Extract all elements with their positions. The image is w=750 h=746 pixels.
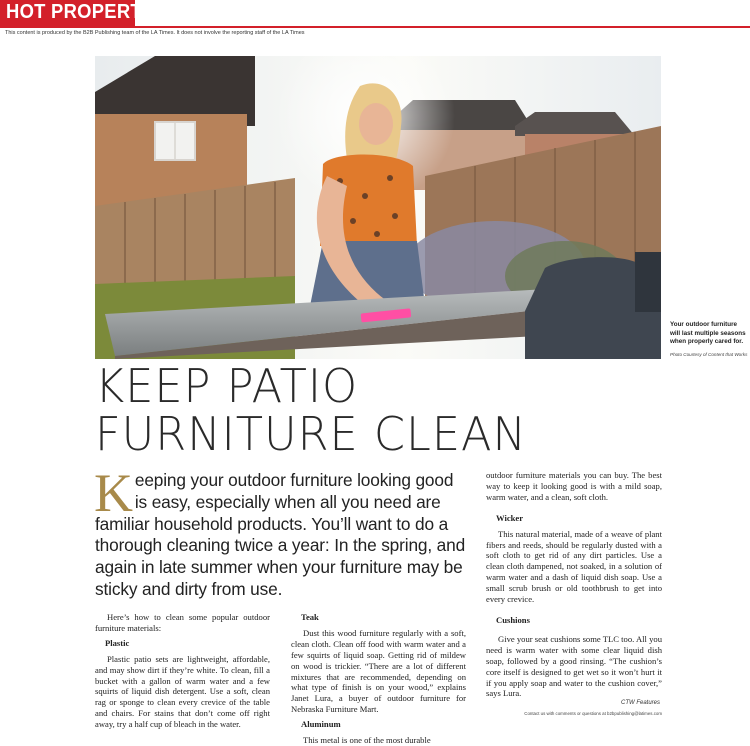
subhead-plastic: Plastic xyxy=(105,637,130,648)
photo-credit: Photo Courtesy of Content that Works xyxy=(670,352,748,357)
contact-line: Contact us with comments or questions at b2bpublishing@latimes.com xyxy=(524,711,662,716)
headline-line-1: KEEP PATIO xyxy=(95,359,359,413)
subhead-wicker: Wicker xyxy=(496,512,524,523)
photo-caption: Your outdoor furniture will last multiple seasons when properly cared for. xyxy=(670,321,746,346)
section-title: HOT PROPERTY xyxy=(6,1,155,23)
aluminum-paragraph: This metal is one of the most durable xyxy=(303,735,431,746)
article-photo xyxy=(95,56,661,359)
section-banner xyxy=(0,0,155,27)
disclaimer: This content is produced by the B2B Publishing team of the LA Times. It does not involve the reporting staff of the LA Times xyxy=(5,30,305,36)
plastic-paragraph: Plastic patio sets are lightweight, affordable, and may show dirt if they’re white. To clean, fill a bucket with a gallon of warm water and a few squirts of liquid dish detergent. Use a soft, clean rag or sponge to clean every crevice of the table and chairs. For stains that don’t come off right away, try a half cup of bleach in the water. xyxy=(95,653,270,730)
aluminum-paragraph-continued: outdoor furniture materials you can buy. The best way to keep it looking good is with a mild soap, warm water, and a clean, soft cloth. xyxy=(486,470,662,502)
lead-text: eeping your outdoor furniture looking good is easy, especially when all you need are familiar household products. You’ll want to do a thorough cleaning twice a year: In the spring, and again in late summer when your furniture may be sticky and dirty from use. xyxy=(95,470,466,599)
teak-paragraph: Dust this wood furniture regularly with a soft, clean cloth. Clean off food with warm water and a few squirts of liquid soap. Getting rid of mildew on wood is trickier. “There are a lot of different mixtures that are recommended, depending on what type of finish is on your wood,” explains Janet Lura, a buyer of outdoor furniture for Nebraska Furniture Mart. xyxy=(291,627,466,715)
subhead-cushions: Cushions xyxy=(496,614,530,625)
byline-signature: CTW Features xyxy=(620,700,660,706)
body-column-1 xyxy=(95,612,270,730)
intro-paragraph: Here’s how to clean some popular outdoor furniture materials: xyxy=(95,612,270,633)
body-column-3 xyxy=(486,470,662,699)
cushions-paragraph: Give your seat cushions some TLC too. All you need is warm water with some clear liquid dish soap, followed by a good rinsing. “The cushion’s core itself is designed to get wet so it won’t hurt it if you apply soap and water to the cushion cover,” says Lura. xyxy=(486,633,662,699)
subhead-aluminum: Aluminum xyxy=(301,719,341,730)
lead-paragraph xyxy=(94,463,467,601)
headline xyxy=(95,359,540,461)
subhead-teak: Teak xyxy=(301,612,319,622)
headline-line-2: FURNITURE CLEAN xyxy=(95,407,527,461)
drop-cap: K xyxy=(94,463,133,523)
wicker-paragraph: This natural material, made of a weave of plant fibers and reeds, should be regularly dusted with a soft cloth to get rid of any dirt particles. Use a clean cloth dampened, not soaked, in a solution of warm water and a dash of liquid dish soap. Use a small scrub brush or old toothbrush to get into every crevice. xyxy=(486,528,662,605)
body-column-2 xyxy=(291,612,466,746)
